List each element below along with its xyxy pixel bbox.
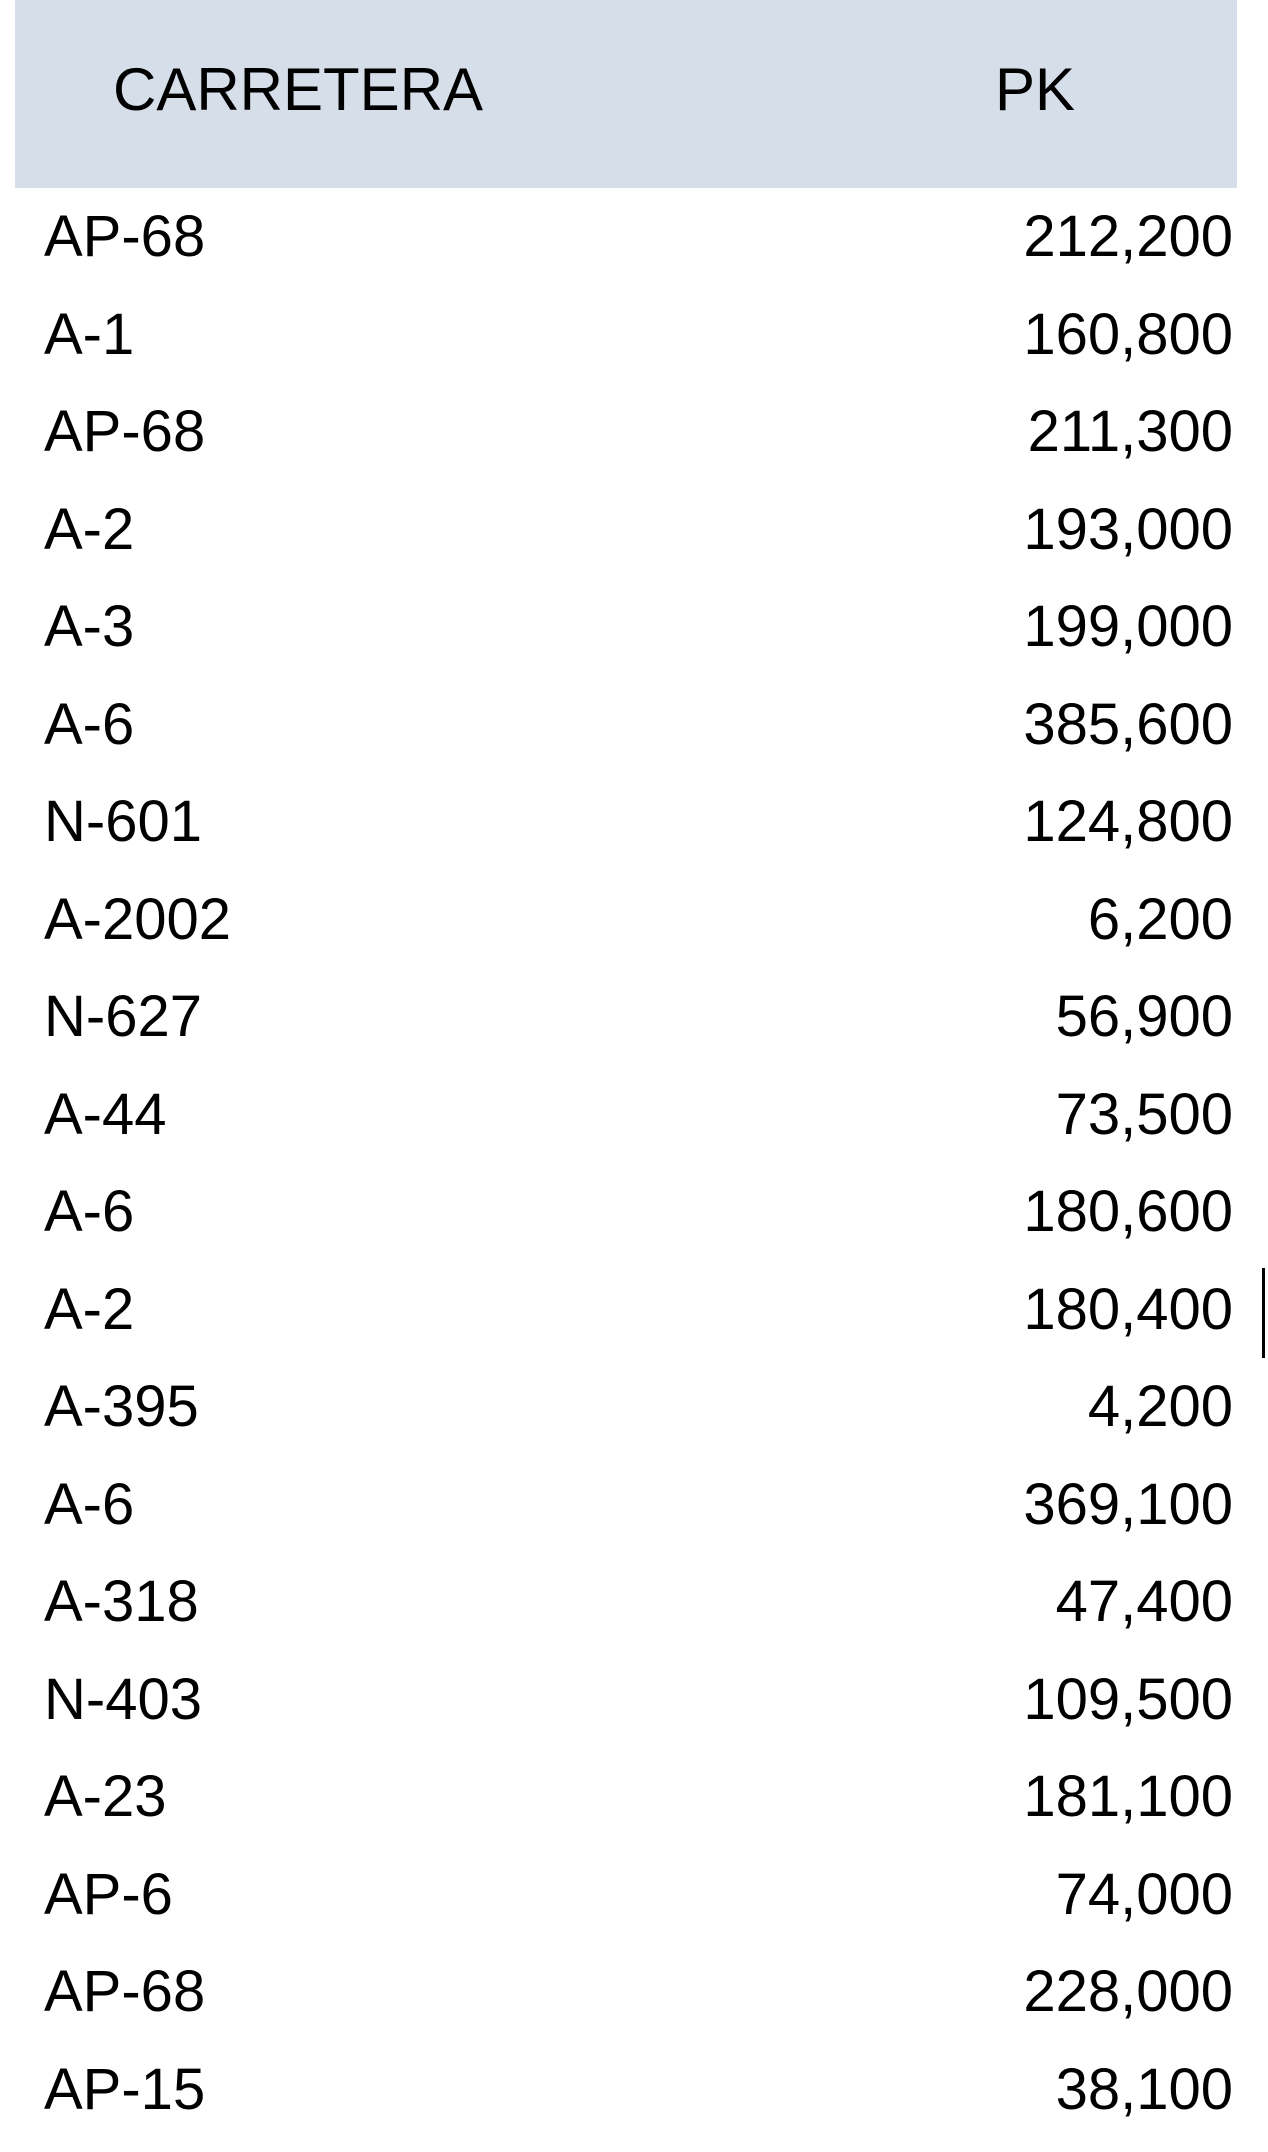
- column-header-carretera[interactable]: CARRETERA: [113, 56, 484, 123]
- cell-pk[interactable]: 180,600: [1023, 1179, 1233, 1244]
- cell-pk[interactable]: 56,900: [1055, 984, 1233, 1049]
- cell-carretera[interactable]: A-6: [44, 691, 135, 757]
- cell-pk[interactable]: 369,100: [1023, 1471, 1233, 1537]
- cell-carretera[interactable]: AP-6: [44, 1861, 173, 1927]
- table-row[interactable]: [0, 1553, 1240, 1651]
- cell-pk[interactable]: 180,400: [1023, 1276, 1233, 1342]
- cell-carretera[interactable]: N-403: [44, 1666, 202, 1732]
- cell-pk[interactable]: 109,500: [1023, 1666, 1233, 1732]
- table-row[interactable]: [0, 1261, 1240, 1359]
- table-row[interactable]: [0, 1748, 1240, 1846]
- cell-carretera[interactable]: AP-15: [44, 2056, 206, 2122]
- table-row[interactable]: [0, 676, 1240, 774]
- cell-carretera[interactable]: A-2002: [44, 886, 232, 952]
- cell-carretera[interactable]: AP-68: [44, 399, 206, 464]
- cell-carretera[interactable]: A-318: [44, 1569, 199, 1634]
- cell-pk[interactable]: 4,200: [1087, 1374, 1233, 1439]
- cell-carretera[interactable]: AP-68: [44, 204, 206, 269]
- cell-carretera[interactable]: N-601: [44, 789, 202, 854]
- table-header: [15, 0, 1237, 188]
- table-row[interactable]: [0, 481, 1240, 579]
- cell-carretera[interactable]: A-1: [44, 301, 135, 367]
- cell-carretera[interactable]: A-23: [44, 1764, 167, 1829]
- table-row[interactable]: [0, 871, 1240, 969]
- table-row[interactable]: [0, 1163, 1240, 1261]
- text-cursor: [1262, 1268, 1265, 1358]
- column-header-pk[interactable]: PK: [995, 56, 1076, 123]
- cell-carretera[interactable]: A-3: [44, 594, 135, 659]
- cell-pk[interactable]: 193,000: [1023, 496, 1233, 562]
- cell-pk[interactable]: 385,600: [1023, 691, 1233, 757]
- cell-pk[interactable]: 211,300: [1027, 399, 1233, 464]
- cell-pk[interactable]: 73,500: [1055, 1081, 1233, 1147]
- table-row[interactable]: [0, 968, 1240, 1066]
- cell-carretera[interactable]: N-627: [44, 984, 202, 1049]
- table-row[interactable]: [0, 1358, 1240, 1456]
- table-row[interactable]: [0, 1846, 1240, 1944]
- cell-pk[interactable]: 212,200: [1023, 204, 1233, 269]
- table-row[interactable]: [0, 773, 1240, 871]
- table-row[interactable]: [0, 2041, 1240, 2139]
- table-row[interactable]: [0, 578, 1240, 676]
- cell-carretera[interactable]: A-44: [44, 1081, 167, 1147]
- table-row[interactable]: [0, 1066, 1240, 1164]
- cell-pk[interactable]: 181,100: [1023, 1764, 1233, 1829]
- cell-carretera[interactable]: A-395: [44, 1374, 199, 1439]
- cell-carretera[interactable]: A-2: [44, 1276, 135, 1342]
- table-body: [0, 188, 1240, 2138]
- table-row[interactable]: [0, 1943, 1240, 2041]
- cell-carretera[interactable]: A-6: [44, 1179, 135, 1244]
- table-row[interactable]: [0, 286, 1240, 384]
- table-row[interactable]: [0, 1651, 1240, 1749]
- cell-carretera[interactable]: AP-68: [44, 1959, 206, 2024]
- table-row[interactable]: [0, 383, 1240, 481]
- cell-carretera[interactable]: A-6: [44, 1471, 135, 1537]
- cell-pk[interactable]: 6,200: [1087, 886, 1233, 952]
- cell-carretera[interactable]: A-2: [44, 496, 135, 562]
- cell-pk[interactable]: 228,000: [1023, 1959, 1233, 2024]
- cell-pk[interactable]: 160,800: [1023, 301, 1233, 367]
- cell-pk[interactable]: 199,000: [1023, 594, 1233, 659]
- table-row[interactable]: [0, 1456, 1240, 1554]
- cell-pk[interactable]: 38,100: [1055, 2056, 1233, 2122]
- cell-pk[interactable]: 47,400: [1055, 1569, 1233, 1634]
- cell-pk[interactable]: 74,000: [1055, 1861, 1233, 1927]
- table-row[interactable]: [0, 188, 1240, 286]
- cell-pk[interactable]: 124,800: [1023, 789, 1233, 854]
